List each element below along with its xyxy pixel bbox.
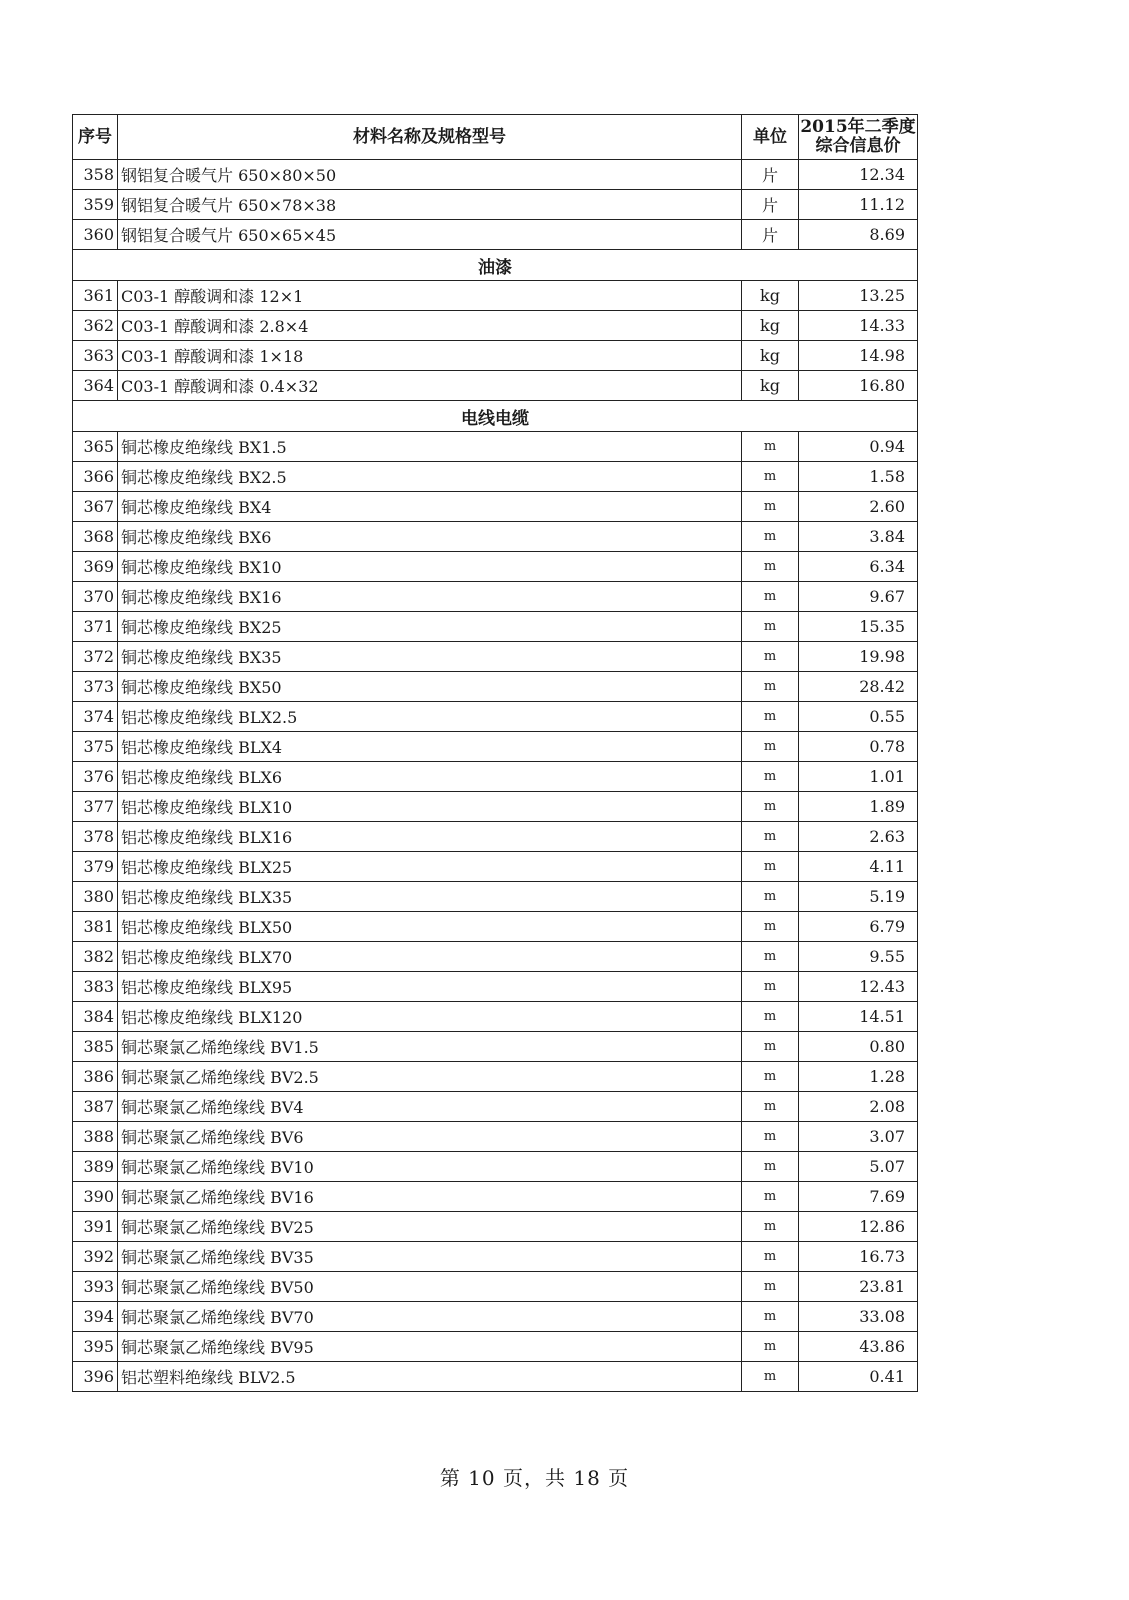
row-material-name: 铝芯橡皮绝缘线 BLX50 xyxy=(118,912,742,942)
row-material-name: 铜芯聚氯乙烯绝缘线 BV2.5 xyxy=(118,1062,742,1092)
row-unit: m xyxy=(742,972,799,1002)
table-row xyxy=(73,822,918,852)
row-price: 3.07 xyxy=(799,1122,918,1152)
row-material-name: C03-1 醇酸调和漆 2.8×4 xyxy=(118,311,742,341)
table-row xyxy=(73,220,918,250)
row-material-name: 铝芯橡皮绝缘线 BLX70 xyxy=(118,942,742,972)
table-row xyxy=(73,732,918,762)
row-material-name: 铝芯橡皮绝缘线 BLX25 xyxy=(118,852,742,882)
row-material-name: 钢铝复合暖气片 650×80×50 xyxy=(118,160,742,190)
row-price: 1.28 xyxy=(799,1062,918,1092)
table-row xyxy=(73,1182,918,1212)
row-material-name: 铝芯塑料绝缘线 BLV2.5 xyxy=(118,1362,742,1392)
row-price: 9.67 xyxy=(799,582,918,612)
header-price-line1: 2015年二季度 xyxy=(800,117,916,137)
row-price: 13.25 xyxy=(799,281,918,311)
table-row xyxy=(73,762,918,792)
row-price: 6.79 xyxy=(799,912,918,942)
row-serial-number: 382 xyxy=(73,942,118,972)
category-row xyxy=(73,250,918,281)
row-unit: m xyxy=(742,1122,799,1152)
row-price: 14.98 xyxy=(799,341,918,371)
row-unit: m xyxy=(742,1212,799,1242)
row-unit: kg xyxy=(742,341,799,371)
row-unit: m xyxy=(742,1302,799,1332)
row-material-name: 铜芯聚氯乙烯绝缘线 BV1.5 xyxy=(118,1032,742,1062)
row-price: 16.80 xyxy=(799,371,918,401)
table-row xyxy=(73,1152,918,1182)
row-price: 3.84 xyxy=(799,522,918,552)
row-price: 19.98 xyxy=(799,642,918,672)
row-material-name: 铜芯橡皮绝缘线 BX35 xyxy=(118,642,742,672)
row-price: 28.42 xyxy=(799,672,918,702)
row-price: 5.07 xyxy=(799,1152,918,1182)
table-row xyxy=(73,1032,918,1062)
row-serial-number: 388 xyxy=(73,1122,118,1152)
row-price: 14.33 xyxy=(799,311,918,341)
table-row xyxy=(73,1242,918,1272)
row-material-name: 铜芯聚氯乙烯绝缘线 BV10 xyxy=(118,1152,742,1182)
row-unit: m xyxy=(742,1032,799,1062)
row-unit: m xyxy=(742,1152,799,1182)
row-material-name: 铜芯聚氯乙烯绝缘线 BV70 xyxy=(118,1302,742,1332)
row-serial-number: 377 xyxy=(73,792,118,822)
table-row xyxy=(73,702,918,732)
row-serial-number: 380 xyxy=(73,882,118,912)
row-material-name: 铜芯橡皮绝缘线 BX50 xyxy=(118,672,742,702)
table-row xyxy=(73,1062,918,1092)
table-row xyxy=(73,1002,918,1032)
row-price: 0.80 xyxy=(799,1032,918,1062)
table-row xyxy=(73,672,918,702)
row-material-name: 铜芯橡皮绝缘线 BX6 xyxy=(118,522,742,552)
row-serial-number: 376 xyxy=(73,762,118,792)
row-serial-number: 360 xyxy=(73,220,118,250)
row-unit: m xyxy=(742,942,799,972)
row-serial-number: 387 xyxy=(73,1092,118,1122)
header-price-line2: 综合信息价 xyxy=(815,136,901,156)
row-material-name: C03-1 醇酸调和漆 12×1 xyxy=(118,281,742,311)
row-unit: m xyxy=(742,1092,799,1122)
row-serial-number: 379 xyxy=(73,852,118,882)
table-row xyxy=(73,190,918,220)
table-row xyxy=(73,462,918,492)
row-unit: m xyxy=(742,552,799,582)
table-row xyxy=(73,522,918,552)
row-serial-number: 367 xyxy=(73,492,118,522)
row-material-name: 铝芯橡皮绝缘线 BLX16 xyxy=(118,822,742,852)
row-unit: m xyxy=(742,1062,799,1092)
row-price: 9.55 xyxy=(799,942,918,972)
row-unit: m xyxy=(742,1272,799,1302)
row-serial-number: 370 xyxy=(73,582,118,612)
row-price: 5.19 xyxy=(799,882,918,912)
row-material-name: C03-1 醇酸调和漆 1×18 xyxy=(118,341,742,371)
category-label: 电线电缆 xyxy=(73,401,918,432)
table-row xyxy=(73,492,918,522)
row-unit: m xyxy=(742,762,799,792)
row-serial-number: 386 xyxy=(73,1062,118,1092)
row-price: 8.69 xyxy=(799,220,918,250)
table-row xyxy=(73,281,918,311)
row-serial-number: 375 xyxy=(73,732,118,762)
row-serial-number: 363 xyxy=(73,341,118,371)
table-row xyxy=(73,432,918,462)
row-serial-number: 359 xyxy=(73,190,118,220)
row-material-name: 铜芯橡皮绝缘线 BX4 xyxy=(118,492,742,522)
row-price: 12.34 xyxy=(799,160,918,190)
row-unit: m xyxy=(742,522,799,552)
row-material-name: 铝芯橡皮绝缘线 BLX35 xyxy=(118,882,742,912)
table-row xyxy=(73,852,918,882)
row-material-name: 钢铝复合暖气片 650×78×38 xyxy=(118,190,742,220)
row-serial-number: 395 xyxy=(73,1332,118,1362)
row-unit: m xyxy=(742,432,799,462)
row-unit: m xyxy=(742,882,799,912)
row-serial-number: 366 xyxy=(73,462,118,492)
table-row xyxy=(73,972,918,1002)
row-price: 0.55 xyxy=(799,702,918,732)
row-price: 43.86 xyxy=(799,1332,918,1362)
row-price: 1.58 xyxy=(799,462,918,492)
row-material-name: 铜芯聚氯乙烯绝缘线 BV50 xyxy=(118,1272,742,1302)
table-row xyxy=(73,1272,918,1302)
row-unit: kg xyxy=(742,311,799,341)
row-price: 33.08 xyxy=(799,1302,918,1332)
row-serial-number: 394 xyxy=(73,1302,118,1332)
row-serial-number: 381 xyxy=(73,912,118,942)
row-unit: m xyxy=(742,1182,799,1212)
header-unit: 单位 xyxy=(742,115,799,160)
row-serial-number: 362 xyxy=(73,311,118,341)
row-serial-number: 393 xyxy=(73,1272,118,1302)
row-price: 0.94 xyxy=(799,432,918,462)
row-price: 7.69 xyxy=(799,1182,918,1212)
row-unit: m xyxy=(742,852,799,882)
row-material-name: 铝芯橡皮绝缘线 BLX10 xyxy=(118,792,742,822)
row-serial-number: 369 xyxy=(73,552,118,582)
row-unit: m xyxy=(742,492,799,522)
header-material-name: 材料名称及规格型号 xyxy=(118,115,742,160)
table-row xyxy=(73,160,918,190)
table-row xyxy=(73,912,918,942)
table-row xyxy=(73,792,918,822)
row-serial-number: 391 xyxy=(73,1212,118,1242)
row-serial-number: 364 xyxy=(73,371,118,401)
row-unit: m xyxy=(742,792,799,822)
row-material-name: 铜芯聚氯乙烯绝缘线 BV4 xyxy=(118,1092,742,1122)
row-serial-number: 389 xyxy=(73,1152,118,1182)
table-row xyxy=(73,1302,918,1332)
table-header-row xyxy=(73,115,918,160)
row-material-name: 铜芯聚氯乙烯绝缘线 BV35 xyxy=(118,1242,742,1272)
row-price: 1.89 xyxy=(799,792,918,822)
table-row xyxy=(73,582,918,612)
row-material-name: 钢铝复合暖气片 650×65×45 xyxy=(118,220,742,250)
row-material-name: 铜芯橡皮绝缘线 BX10 xyxy=(118,552,742,582)
row-unit: m xyxy=(742,642,799,672)
row-price: 12.43 xyxy=(799,972,918,1002)
row-material-name: C03-1 醇酸调和漆 0.4×32 xyxy=(118,371,742,401)
material-price-table xyxy=(72,114,918,1392)
row-material-name: 铜芯聚氯乙烯绝缘线 BV6 xyxy=(118,1122,742,1152)
row-price: 2.08 xyxy=(799,1092,918,1122)
row-material-name: 铝芯橡皮绝缘线 BLX95 xyxy=(118,972,742,1002)
row-serial-number: 358 xyxy=(73,160,118,190)
table-row xyxy=(73,1122,918,1152)
row-unit: kg xyxy=(742,281,799,311)
row-material-name: 铜芯聚氯乙烯绝缘线 BV25 xyxy=(118,1212,742,1242)
table-row xyxy=(73,371,918,401)
row-unit: 片 xyxy=(742,190,799,220)
row-serial-number: 383 xyxy=(73,972,118,1002)
row-unit: m xyxy=(742,912,799,942)
table-row xyxy=(73,882,918,912)
row-price: 0.41 xyxy=(799,1362,918,1392)
row-unit: m xyxy=(742,1242,799,1272)
row-unit: m xyxy=(742,732,799,762)
row-unit: m xyxy=(742,672,799,702)
price-table-container xyxy=(72,114,918,1392)
row-material-name: 铜芯橡皮绝缘线 BX2.5 xyxy=(118,462,742,492)
category-row xyxy=(73,401,918,432)
row-price: 6.34 xyxy=(799,552,918,582)
row-price: 2.63 xyxy=(799,822,918,852)
header-serial-number: 序号 xyxy=(73,115,118,160)
row-price: 23.81 xyxy=(799,1272,918,1302)
row-serial-number: 361 xyxy=(73,281,118,311)
row-serial-number: 365 xyxy=(73,432,118,462)
row-price: 0.78 xyxy=(799,732,918,762)
row-serial-number: 384 xyxy=(73,1002,118,1032)
row-unit: m xyxy=(742,1002,799,1032)
row-unit: m xyxy=(742,702,799,732)
row-serial-number: 390 xyxy=(73,1182,118,1212)
row-unit: m xyxy=(742,1332,799,1362)
row-serial-number: 371 xyxy=(73,612,118,642)
table-row xyxy=(73,1092,918,1122)
row-material-name: 铜芯橡皮绝缘线 BX25 xyxy=(118,612,742,642)
row-serial-number: 396 xyxy=(73,1362,118,1392)
row-unit: m xyxy=(742,462,799,492)
row-unit: m xyxy=(742,582,799,612)
row-price: 15.35 xyxy=(799,612,918,642)
table-body xyxy=(73,160,918,1392)
table-row xyxy=(73,1212,918,1242)
row-material-name: 铝芯橡皮绝缘线 BLX2.5 xyxy=(118,702,742,732)
row-serial-number: 373 xyxy=(73,672,118,702)
row-material-name: 铜芯橡皮绝缘线 BX16 xyxy=(118,582,742,612)
table-row xyxy=(73,552,918,582)
row-unit: m xyxy=(742,1362,799,1392)
row-price: 4.11 xyxy=(799,852,918,882)
table-row xyxy=(73,311,918,341)
row-price: 11.12 xyxy=(799,190,918,220)
row-price: 16.73 xyxy=(799,1242,918,1272)
row-material-name: 铜芯聚氯乙烯绝缘线 BV16 xyxy=(118,1182,742,1212)
row-unit: m xyxy=(742,822,799,852)
row-material-name: 铝芯橡皮绝缘线 BLX120 xyxy=(118,1002,742,1032)
row-serial-number: 378 xyxy=(73,822,118,852)
row-unit: 片 xyxy=(742,160,799,190)
row-serial-number: 368 xyxy=(73,522,118,552)
row-material-name: 铜芯橡皮绝缘线 BX1.5 xyxy=(118,432,742,462)
row-serial-number: 372 xyxy=(73,642,118,672)
header-price xyxy=(799,115,918,160)
row-material-name: 铝芯橡皮绝缘线 BLX4 xyxy=(118,732,742,762)
table-row xyxy=(73,642,918,672)
row-unit: m xyxy=(742,612,799,642)
table-row xyxy=(73,1362,918,1392)
page-number-footer: 第 10 页，共 18 页 xyxy=(439,1466,630,1490)
row-price: 1.01 xyxy=(799,762,918,792)
row-serial-number: 374 xyxy=(73,702,118,732)
row-price: 12.86 xyxy=(799,1212,918,1242)
category-label: 油漆 xyxy=(73,250,918,281)
row-price: 2.60 xyxy=(799,492,918,522)
row-serial-number: 385 xyxy=(73,1032,118,1062)
row-price: 14.51 xyxy=(799,1002,918,1032)
table-row xyxy=(73,1332,918,1362)
row-material-name: 铝芯橡皮绝缘线 BLX6 xyxy=(118,762,742,792)
table-row xyxy=(73,612,918,642)
row-material-name: 铜芯聚氯乙烯绝缘线 BV95 xyxy=(118,1332,742,1362)
table-row xyxy=(73,341,918,371)
row-unit: 片 xyxy=(742,220,799,250)
row-serial-number: 392 xyxy=(73,1242,118,1272)
row-unit: kg xyxy=(742,371,799,401)
table-row xyxy=(73,942,918,972)
